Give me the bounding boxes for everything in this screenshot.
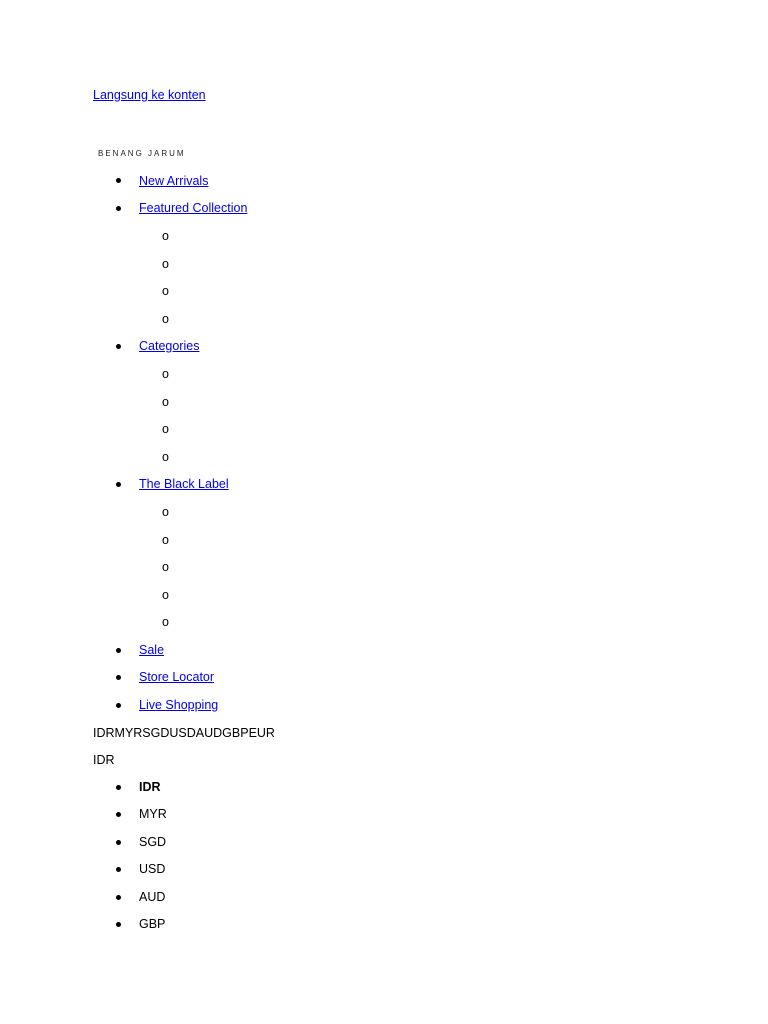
submenu-item[interactable]: o — [162, 367, 169, 381]
currency-options-inline: IDRMYRSGDUSDAUDGBPEUR — [93, 726, 275, 740]
list-bullet-icon — [116, 178, 121, 183]
submenu-item[interactable]: o — [162, 312, 169, 326]
currency-option-label: MYR — [139, 807, 167, 821]
nav-link-new-arrivals[interactable]: New Arrivals — [139, 174, 209, 188]
list-bullet-icon — [116, 785, 121, 790]
submenu-item[interactable]: o — [162, 395, 169, 409]
submenu-item[interactable]: o — [162, 257, 169, 271]
list-bullet-icon — [116, 840, 121, 845]
brand-logo[interactable]: BENANG JARUM — [98, 149, 186, 158]
currency-option-label: USD — [139, 862, 166, 876]
nav-link-live-shopping[interactable]: Live Shopping — [139, 698, 219, 712]
list-bullet-icon — [116, 812, 121, 817]
currency-option-label: SGD — [139, 835, 167, 849]
nav-link-store-locator[interactable]: Store Locator — [139, 670, 215, 684]
nav-link-featured-collection[interactable]: Featured Collection — [139, 201, 248, 215]
list-bullet-icon — [116, 922, 121, 927]
skip-to-content-link[interactable]: Langsung ke konten — [93, 88, 206, 102]
submenu-item[interactable]: o — [162, 422, 169, 436]
currency-option-label: AUD — [139, 890, 166, 904]
list-bullet-icon — [116, 703, 121, 708]
submenu-item[interactable]: o — [162, 615, 169, 629]
submenu-item[interactable]: o — [162, 229, 169, 243]
nav-link-categories[interactable]: Categories — [139, 339, 200, 353]
list-bullet-icon — [116, 344, 121, 349]
currency-option-label: GBP — [139, 917, 166, 931]
currency-option-label: IDR — [139, 780, 161, 794]
currency-selector[interactable]: IDR — [93, 753, 115, 767]
submenu-item[interactable]: o — [162, 450, 169, 464]
submenu-item[interactable]: o — [162, 588, 169, 602]
nav-link-black-label[interactable]: The Black Label — [139, 477, 229, 491]
submenu-item[interactable]: o — [162, 505, 169, 519]
list-bullet-icon — [116, 867, 121, 872]
submenu-item[interactable]: o — [162, 533, 169, 547]
list-bullet-icon — [116, 895, 121, 900]
list-bullet-icon — [116, 648, 121, 653]
list-bullet-icon — [116, 482, 121, 487]
submenu-item[interactable]: o — [162, 284, 169, 298]
list-bullet-icon — [116, 675, 121, 680]
list-bullet-icon — [116, 206, 121, 211]
nav-link-sale[interactable]: Sale — [139, 643, 165, 657]
submenu-item[interactable]: o — [162, 560, 169, 574]
